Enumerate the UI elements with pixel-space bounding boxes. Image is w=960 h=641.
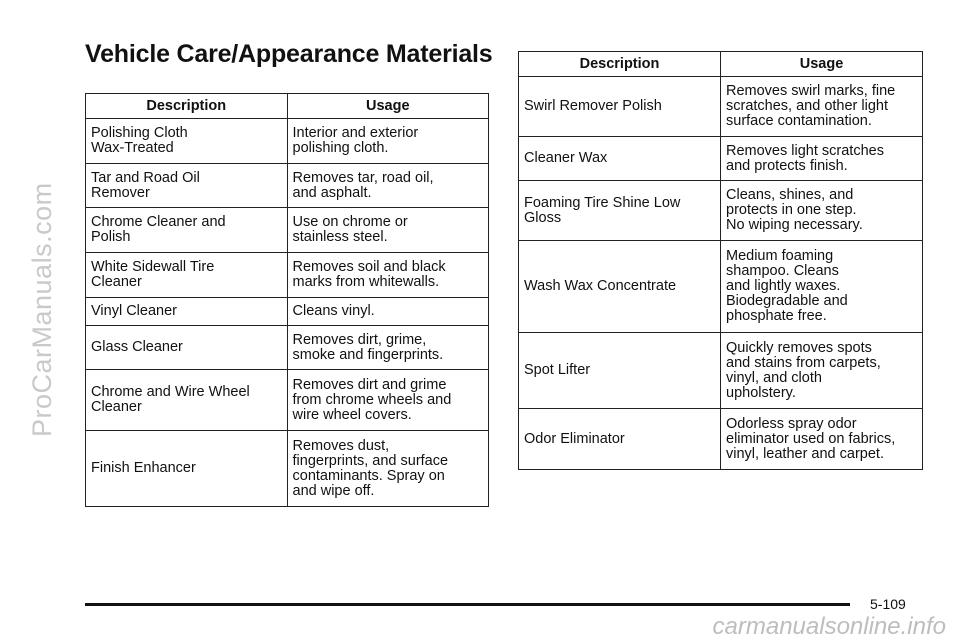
materials-table-left bbox=[85, 93, 489, 507]
materials-table-right bbox=[518, 51, 923, 470]
description-cell: Swirl Remover Polish bbox=[519, 77, 721, 137]
usage-cell: Removes dust, fingerprints, and surface contaminants. Spray on and wipe off. bbox=[287, 431, 489, 507]
usage-header: Usage bbox=[287, 94, 489, 119]
usage-cell: Odorless spray odor eliminator used on fabrics, vinyl, leather and carpet. bbox=[721, 409, 923, 470]
usage-cell: Use on chrome or stainless steel. bbox=[287, 208, 489, 253]
usage-cell: Interior and exterior polishing cloth. bbox=[287, 119, 489, 164]
table-row bbox=[86, 208, 489, 253]
description-cell: Vinyl Cleaner bbox=[86, 298, 288, 326]
description-cell: Odor Eliminator bbox=[519, 409, 721, 470]
description-cell: Foaming Tire Shine Low Gloss bbox=[519, 181, 721, 241]
usage-cell: Quickly removes spots and stains from carpets, vinyl, and cloth upholstery. bbox=[721, 333, 923, 409]
description-cell: Glass Cleaner bbox=[86, 326, 288, 370]
description-cell: Chrome Cleaner and Polish bbox=[86, 208, 288, 253]
page-title: Vehicle Care/Appearance Materials bbox=[85, 40, 493, 68]
bottom-watermark: carmanualsonline.info bbox=[712, 613, 946, 640]
table-row bbox=[86, 431, 489, 507]
usage-cell: Removes tar, road oil, and asphalt. bbox=[287, 164, 489, 208]
description-cell: Finish Enhancer bbox=[86, 431, 288, 507]
table-row bbox=[86, 164, 489, 208]
description-cell: Tar and Road Oil Remover bbox=[86, 164, 288, 208]
usage-cell: Cleans, shines, and protects in one step. No wiping necessary. bbox=[721, 181, 923, 241]
usage-cell: Removes light scratches and protects finish. bbox=[721, 137, 923, 181]
side-watermark: ProCarManuals.com bbox=[27, 182, 57, 438]
table-row bbox=[519, 77, 923, 137]
usage-cell: Cleans vinyl. bbox=[287, 298, 489, 326]
table-row bbox=[86, 370, 489, 431]
table-header-row bbox=[86, 94, 489, 119]
table-header-row bbox=[519, 52, 923, 77]
usage-header: Usage bbox=[721, 52, 923, 77]
table-row bbox=[519, 333, 923, 409]
footer-rule bbox=[85, 603, 850, 606]
description-cell: White Sidewall Tire Cleaner bbox=[86, 253, 288, 298]
table-row bbox=[86, 326, 489, 370]
table-row bbox=[519, 181, 923, 241]
description-cell: Wash Wax Concentrate bbox=[519, 241, 721, 333]
table-row bbox=[86, 253, 489, 298]
usage-cell: Removes dirt, grime, smoke and fingerprints. bbox=[287, 326, 489, 370]
table-row bbox=[86, 119, 489, 164]
description-cell: Cleaner Wax bbox=[519, 137, 721, 181]
table-row bbox=[86, 298, 489, 326]
table-row bbox=[519, 137, 923, 181]
usage-cell: Medium foaming shampoo. Cleans and lightly waxes. Biodegradable and phosphate free. bbox=[721, 241, 923, 333]
table-row bbox=[519, 241, 923, 333]
usage-cell: Removes dirt and grime from chrome wheels and wire wheel covers. bbox=[287, 370, 489, 431]
description-cell: Chrome and Wire Wheel Cleaner bbox=[86, 370, 288, 431]
table-row bbox=[519, 409, 923, 470]
description-header: Description bbox=[86, 94, 288, 119]
usage-cell: Removes swirl marks, fine scratches, and other light surface contamination. bbox=[721, 77, 923, 137]
page-number: 5-109 bbox=[870, 596, 906, 612]
description-header: Description bbox=[519, 52, 721, 77]
usage-cell: Removes soil and black marks from whitewalls. bbox=[287, 253, 489, 298]
description-cell: Polishing Cloth Wax-Treated bbox=[86, 119, 288, 164]
description-cell: Spot Lifter bbox=[519, 333, 721, 409]
